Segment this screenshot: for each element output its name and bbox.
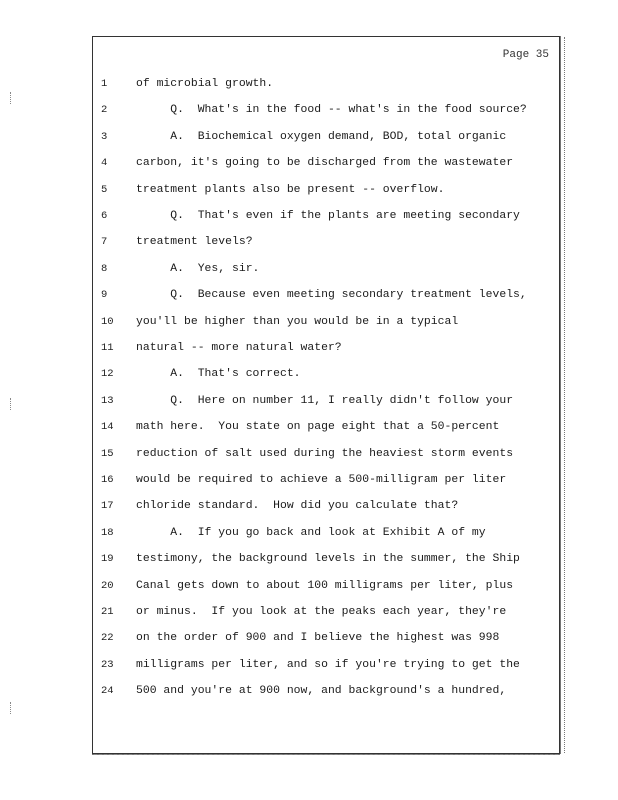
line-text: Q. That's even if the plants are meeting secondary bbox=[136, 210, 520, 222]
line-number: 10 bbox=[101, 315, 114, 328]
line-text: treatment plants also be present -- overflow. bbox=[136, 183, 445, 196]
transcript-line bbox=[93, 287, 559, 303]
line-text: Canal gets down to about 100 milligrams per liter, plus bbox=[136, 579, 514, 592]
transcript-line bbox=[93, 366, 559, 382]
transcript-line bbox=[93, 340, 559, 356]
margin-scan-mark-top bbox=[10, 92, 17, 104]
transcript-line bbox=[93, 419, 559, 435]
line-number: 23 bbox=[101, 658, 114, 671]
line-number: 22 bbox=[101, 632, 114, 645]
line-text: Q. What's in the food -- what's in the food source? bbox=[136, 104, 527, 117]
transcript-line bbox=[93, 578, 559, 594]
transcript-line bbox=[93, 102, 559, 118]
transcript-line bbox=[93, 76, 559, 92]
transcript-line bbox=[93, 683, 559, 699]
transcript-line bbox=[93, 472, 559, 488]
line-text: treatment levels? bbox=[136, 236, 253, 249]
line-text: testimony, the background levels in the summer, the Ship bbox=[136, 553, 520, 566]
line-text: you'll be higher than you would be in a typical bbox=[136, 315, 459, 328]
line-text: A. Biochemical oxygen demand, BOD, total organic bbox=[136, 130, 507, 143]
line-text: math here. You state on page eight that a 50-percent bbox=[136, 421, 500, 434]
line-number: 7 bbox=[101, 236, 108, 249]
line-number: 11 bbox=[101, 342, 114, 354]
transcript-line bbox=[93, 261, 559, 277]
line-text: on the order of 900 and I believe the highest was 998 bbox=[136, 632, 500, 645]
line-number: 8 bbox=[101, 262, 108, 275]
line-text: A. Yes, sir. bbox=[136, 262, 260, 275]
transcript-page bbox=[92, 36, 560, 754]
line-text: milligrams per liter, and so if you're trying to get the bbox=[136, 658, 520, 671]
line-number: 24 bbox=[101, 685, 114, 698]
line-text: or minus. If you look at the peaks each year, they're bbox=[136, 606, 507, 618]
line-number: 20 bbox=[101, 579, 114, 592]
line-text: of microbial growth. bbox=[136, 78, 274, 90]
transcript-line bbox=[93, 234, 559, 250]
line-number: 4 bbox=[101, 157, 108, 170]
line-number: 6 bbox=[101, 210, 108, 222]
line-number: 19 bbox=[101, 553, 114, 566]
transcript-line bbox=[93, 498, 559, 514]
transcript-line bbox=[93, 551, 559, 567]
line-number: 18 bbox=[101, 526, 114, 539]
page-number: Page 35 bbox=[502, 49, 549, 61]
line-number: 3 bbox=[101, 130, 108, 143]
transcript-line bbox=[93, 155, 559, 171]
line-number: 15 bbox=[101, 447, 114, 460]
transcript-line bbox=[93, 657, 559, 673]
line-number: 9 bbox=[101, 289, 108, 302]
transcript-line bbox=[93, 208, 559, 224]
line-text: chloride standard. How did you calculate that? bbox=[136, 500, 459, 513]
line-text: A. If you go back and look at Exhibit A of my bbox=[136, 526, 486, 539]
transcript-line bbox=[93, 314, 559, 330]
line-number: 17 bbox=[101, 500, 114, 513]
line-number: 13 bbox=[101, 394, 114, 407]
line-text: 500 and you're at 900 now, and background's a hundred, bbox=[136, 685, 507, 698]
transcript-line bbox=[93, 446, 559, 462]
transcript-line bbox=[93, 604, 559, 620]
line-number: 21 bbox=[101, 606, 114, 618]
line-text: would be required to achieve a 500-milligram per liter bbox=[136, 474, 507, 486]
line-text: carbon, it's going to be discharged from the wastewater bbox=[136, 157, 514, 170]
transcript-line bbox=[93, 630, 559, 646]
line-number: 5 bbox=[101, 183, 108, 196]
line-number: 14 bbox=[101, 421, 114, 434]
line-number: 2 bbox=[101, 104, 108, 117]
footer-scan-line bbox=[94, 754, 558, 758]
line-text: Q. Here on number 11, I really didn't follow your bbox=[136, 394, 514, 407]
line-text: reduction of salt used during the heaviest storm events bbox=[136, 447, 514, 460]
transcript-line bbox=[93, 129, 559, 145]
transcript-line bbox=[93, 182, 559, 198]
margin-scan-mark-middle bbox=[10, 398, 17, 410]
line-number: 1 bbox=[101, 78, 108, 90]
line-number: 12 bbox=[101, 368, 114, 381]
line-text: natural -- more natural water? bbox=[136, 342, 342, 354]
line-number: 16 bbox=[101, 474, 114, 486]
margin-scan-mark-bottom bbox=[10, 702, 17, 714]
line-text: Q. Because even meeting secondary treatment levels, bbox=[136, 289, 527, 302]
line-text: A. That's correct. bbox=[136, 368, 301, 381]
transcript-line bbox=[93, 525, 559, 541]
transcript-line bbox=[93, 393, 559, 409]
